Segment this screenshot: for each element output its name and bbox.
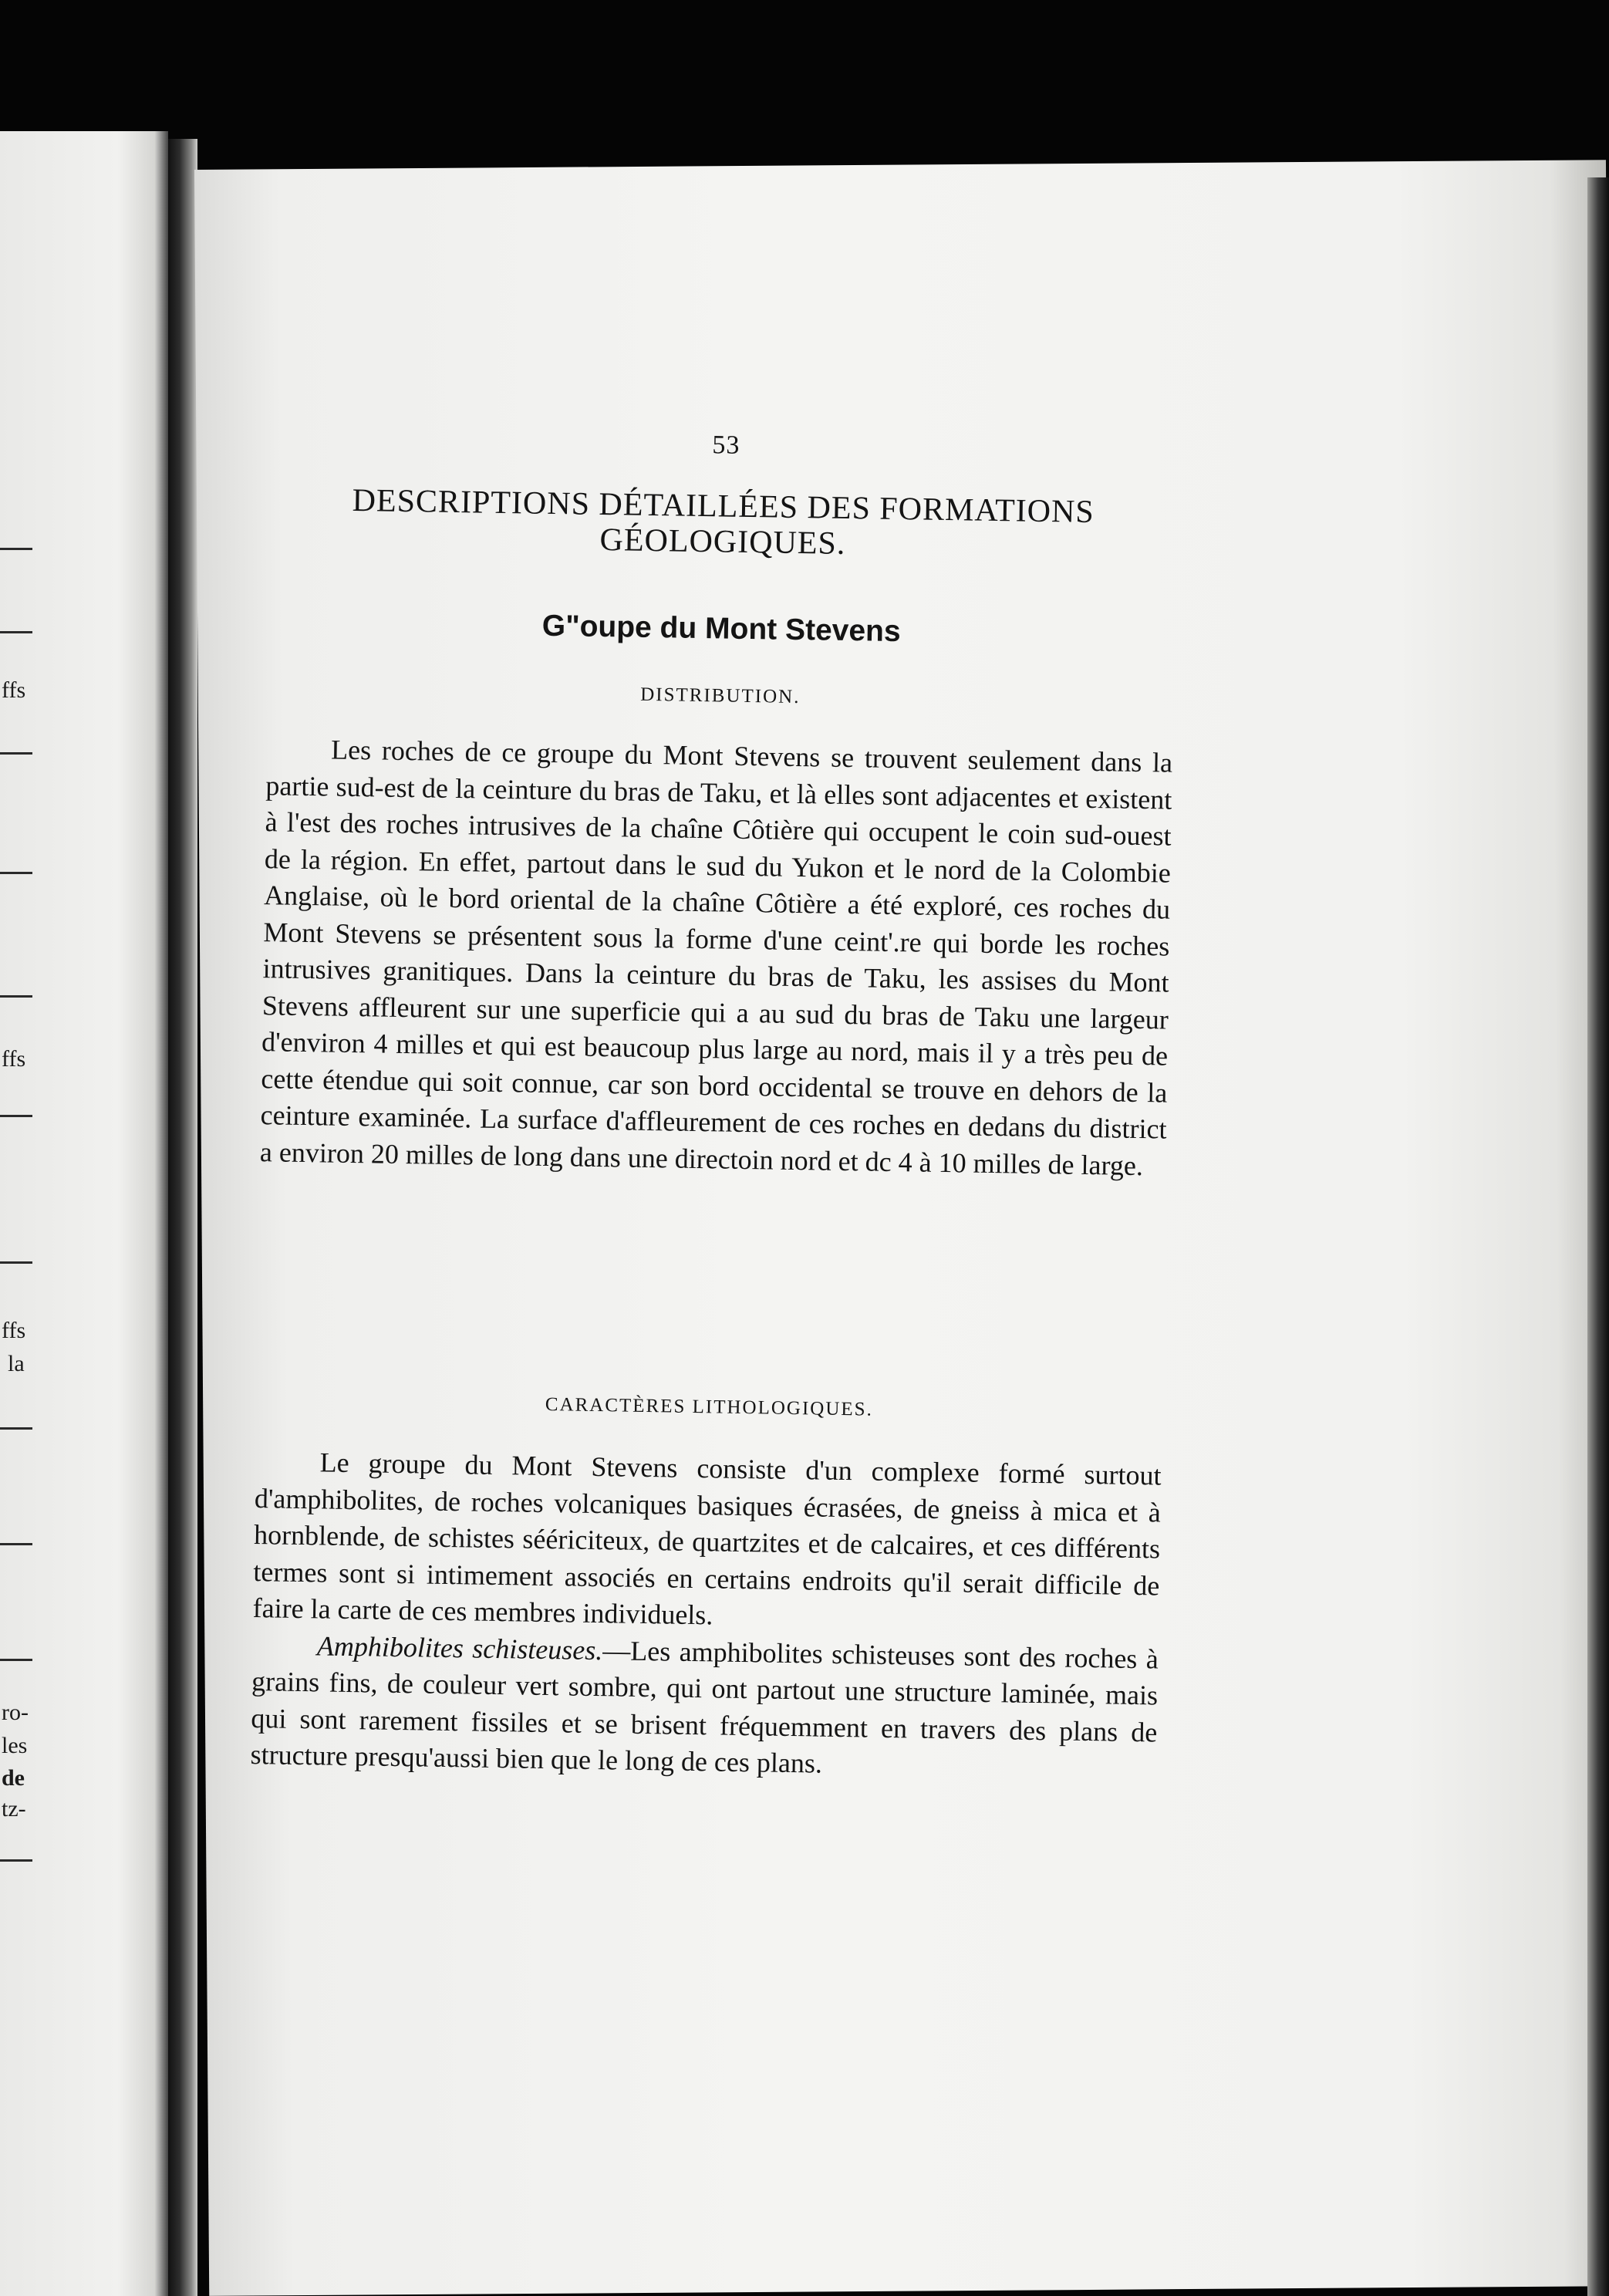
- lithology-paragraphs: [250, 1443, 1162, 1788]
- section-heading-lithology: CARACTÈRES LITHOLOGIQUES.: [545, 1393, 874, 1420]
- paragraph: Le groupe du Mont Stevens consiste d'un complexe formé surtout d'amphibolites, de roches volcaniques basiques écrasées, de gneiss à mica et à hornblende, de schistes séériciteux, de quartzites et de calcaires, et ces différents termes sont si intimement associés en certains endroits qu'il serait difficile de faire la carte de ces membres individuels.: [252, 1447, 1162, 1631]
- paragraph-body: —Les amphibolites schisteuses sont des roches à grains fins, de couleur vert sombre, qui ont partout une structure laminée, mais qui sont rarement fissiles et se brisent fréquemment en travers des plans de structure presqu'aussi bien que le long de ces plans.: [250, 1634, 1159, 1779]
- divider: [0, 548, 32, 550]
- text-fragment: ffs: [2, 1318, 26, 1343]
- divider: [0, 1427, 32, 1430]
- divider: [0, 752, 32, 755]
- group-title: G"oupe du Mont Stevens: [541, 609, 901, 649]
- paragraph: Les roches de ce groupe du Mont Stevens se trouvent seulement dans la partie sud-est de la ceinture du bras de Taku, et là elles sont adjacentes et existent à l'est des roches intrusives de la chaîne Côtière qui occupent le coin sud-ouest de la région. En effet, partout dans le sud du Yukon et le nord de la Colombie Anglaise, où le bord oriental de la chaîne Côtière a été exploré, ces roches du Mont Stevens se présentent sous la forme d'une ceint'.re qui borde les roches intrusives granitiques. Dans la ceinture du bras de Taku, les assises du Mont Stevens affleurent sur une superficie qui a au sud du bras de Taku une largeur d'environ 4 milles et qui est beaucoup plus large au nord, mais il y a très peu de cette étendue qui soit connue, car son bord occidental se trouve en dehors de la ceinture examinée. La surface d'affleurement de ces roches en dedans du district a environ 20 milles de long dans une directoin nord et dc 4 à 10 milles de large.: [259, 734, 1173, 1181]
- page-right-edge: [1587, 177, 1609, 2296]
- distribution-paragraph: [260, 731, 1173, 1184]
- text-fragment: les: [2, 1733, 28, 1758]
- divider: [0, 1859, 32, 1862]
- page-number: 53: [712, 430, 740, 460]
- page-text-block: [250, 169, 1182, 1779]
- text-fragment: de: [2, 1765, 25, 1791]
- text-fragment: ffs: [2, 1046, 26, 1072]
- divider: [0, 872, 32, 874]
- text-fragment: ro-: [2, 1700, 29, 1725]
- text-fragment: la: [8, 1351, 25, 1376]
- divider: [0, 1115, 32, 1117]
- chapter-title: [269, 481, 1176, 566]
- divider: [0, 1543, 32, 1545]
- divider: [0, 631, 32, 633]
- italic-lead: Amphibolites schisteuses.: [316, 1629, 603, 1666]
- book-binding-gutter: [168, 139, 197, 2296]
- divider: [0, 995, 32, 998]
- chapter-title-line-1: DESCRIPTIONS DÉTAILLÉES DES FORMATIONS: [352, 482, 1095, 530]
- previous-page-edge: [0, 131, 168, 2296]
- text-fragment: ffs: [2, 677, 26, 703]
- divider: [0, 1659, 32, 1661]
- text-fragment: tz-: [2, 1796, 26, 1822]
- section-heading-distribution: DISTRIBUTION.: [640, 684, 801, 708]
- paragraph: [250, 1627, 1159, 1788]
- page-53: [194, 160, 1609, 2296]
- divider: [0, 1261, 32, 1264]
- chapter-title-line-2: GÉOLOGIQUES.: [599, 522, 846, 562]
